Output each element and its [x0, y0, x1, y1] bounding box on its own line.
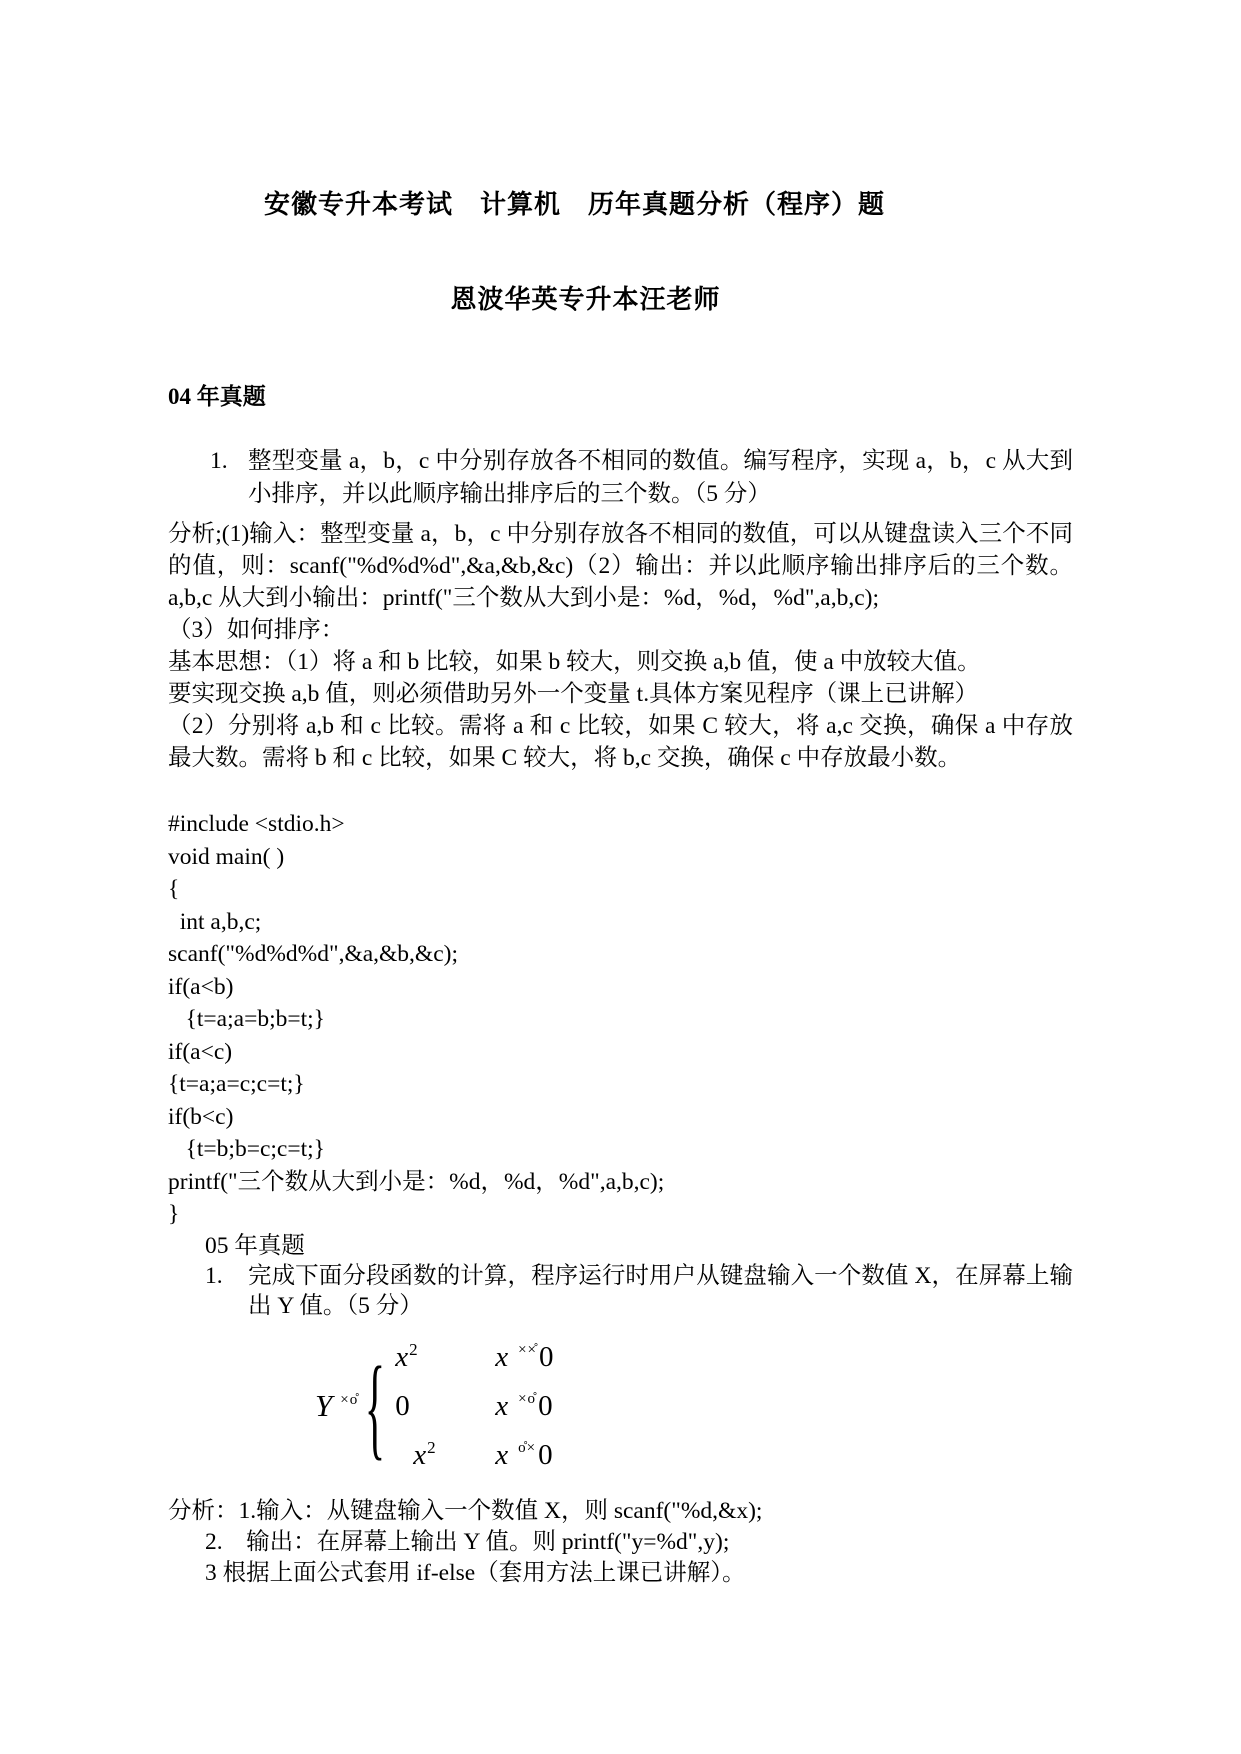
- formula-expression: [395, 1341, 495, 1374]
- formula-row: [395, 1333, 553, 1382]
- formula-term: x: [495, 1438, 509, 1471]
- formula-variable-y: Y: [315, 1388, 333, 1423]
- formula-row: [395, 1431, 553, 1480]
- formula-constant: 0: [538, 1438, 553, 1471]
- code-line: if(b<c): [168, 1103, 234, 1130]
- analysis-line: 2. 输出：在屏幕上输出 Y 值。则 printf("y=%d",y);: [205, 1528, 730, 1555]
- formula-condition: [495, 1439, 552, 1472]
- code-block: [168, 808, 1073, 1231]
- formula-term: x: [413, 1438, 427, 1471]
- code-line: {t=b;b=c;c=t;}: [168, 1136, 325, 1162]
- code-line: scanf("%d%d%d",&a,&b,&c);: [168, 941, 458, 967]
- analysis-paragraph: 要实现交换 a,b 值，则必须借助另外一个变量 t.具体方案见程序（课上已讲解）: [168, 681, 979, 707]
- formula-constant: 0: [538, 1389, 553, 1422]
- code-line: void main( ): [168, 843, 285, 870]
- formula-exponent: 2: [427, 1437, 436, 1457]
- formula-term: x: [395, 1340, 409, 1373]
- question-text: 完成下面分段函数的计算，程序运行时用户从键盘输入一个数值 X，在屏幕上输出 Y 值。（5 分）: [248, 1262, 1073, 1319]
- formula-operator: o̊×: [518, 1439, 537, 1456]
- analysis-paragraph: 基本思想：（1）将 a 和 b 比较，如果 b 较大，则交换 a,b 值，使 a 中放较大值。: [168, 649, 981, 675]
- question-number: 1.: [210, 448, 228, 474]
- formula-condition: [495, 1341, 553, 1374]
- formula-operator: ×o̊: [518, 1390, 537, 1407]
- formula-expression: [395, 1390, 495, 1423]
- formula-condition: [495, 1390, 552, 1423]
- code-line: printf("三个数从大到小是：%d，%d，%d",a,b,c);: [168, 1168, 665, 1195]
- doc-title: 安徽专升本考试 计算机 历年真题分析（程序）题: [263, 189, 885, 219]
- formula-term: x: [495, 1389, 509, 1422]
- question-text: 整型变量 a，b，c 中分别存放各不相同的数值。编写程序，实现 a，b，c 从大到小排序，并以此顺序输出排序后的三个数。（5 分）: [248, 448, 1073, 507]
- analysis-line: 分析：1.输入：从键盘输入一个数值 X，则 scanf("%d,&x);: [168, 1497, 763, 1524]
- doc-subtitle: 恩波华英专升本汪老师: [450, 284, 721, 314]
- formula-operator: ××̊: [518, 1341, 538, 1358]
- formula-row: [395, 1382, 553, 1431]
- formula-operator: ×o̊: [340, 1391, 359, 1408]
- code-line: {: [168, 876, 180, 902]
- formula-constant: 0: [539, 1340, 554, 1373]
- question-number: 1.: [205, 1262, 223, 1289]
- analysis-paragraph: （2）分别将 a,b 和 c 比较。需将 a 和 c 比较，如果 C 较大，将 a,c 交换，确保 a 中存放最大数。需将 b 和 c 比较，如果 C 较大，将 b,c 交换，确保 c 中存放最小数。: [168, 713, 1073, 771]
- analysis-paragraph: 分析;(1)输入：整型变量 a，b，c 中分别存放各不相同的数值，可以从键盘读入三个不同的值，则：scanf("%d%d%d",&a,&b,&c)（2）输出：并以此顺序输出排序后的三个数。a,b,c 从大到小输出：printf("三个数从大到小是：%d，%d，%d",a,b,c);: [168, 521, 1073, 611]
- analysis-paragraph: （3）如何排序：: [168, 617, 345, 643]
- formula-brace: {: [365, 1341, 386, 1471]
- formula-rows: [395, 1333, 553, 1480]
- formula-term: 0: [395, 1389, 410, 1422]
- code-line: {t=a;a=b;b=t;}: [168, 1006, 325, 1032]
- formula-exponent: 2: [409, 1339, 418, 1359]
- code-line: if(a<b): [168, 973, 234, 1000]
- formula-lhs: [315, 1388, 361, 1424]
- question-item-05-1: [168, 1261, 1073, 1321]
- code-line: int a,b,c;: [168, 908, 262, 935]
- piecewise-formula: [315, 1333, 1073, 1480]
- code-line: if(a<c): [168, 1038, 233, 1065]
- code-line: }: [168, 1201, 180, 1227]
- formula-expression: [395, 1439, 495, 1472]
- question-item-04-1: [168, 445, 1073, 511]
- analysis-line: 3 根据上面公式套用 if-else（套用方法上课已讲解）。: [205, 1559, 746, 1586]
- section-04-heading: 04 年真题: [168, 384, 266, 409]
- section-05-analysis: [168, 1496, 1073, 1589]
- section-05-heading: 05 年真题: [205, 1232, 305, 1259]
- formula-term: x: [495, 1340, 509, 1373]
- code-line: #include <stdio.h>: [168, 811, 345, 837]
- code-line: {t=a;a=c;c=t;}: [168, 1071, 305, 1097]
